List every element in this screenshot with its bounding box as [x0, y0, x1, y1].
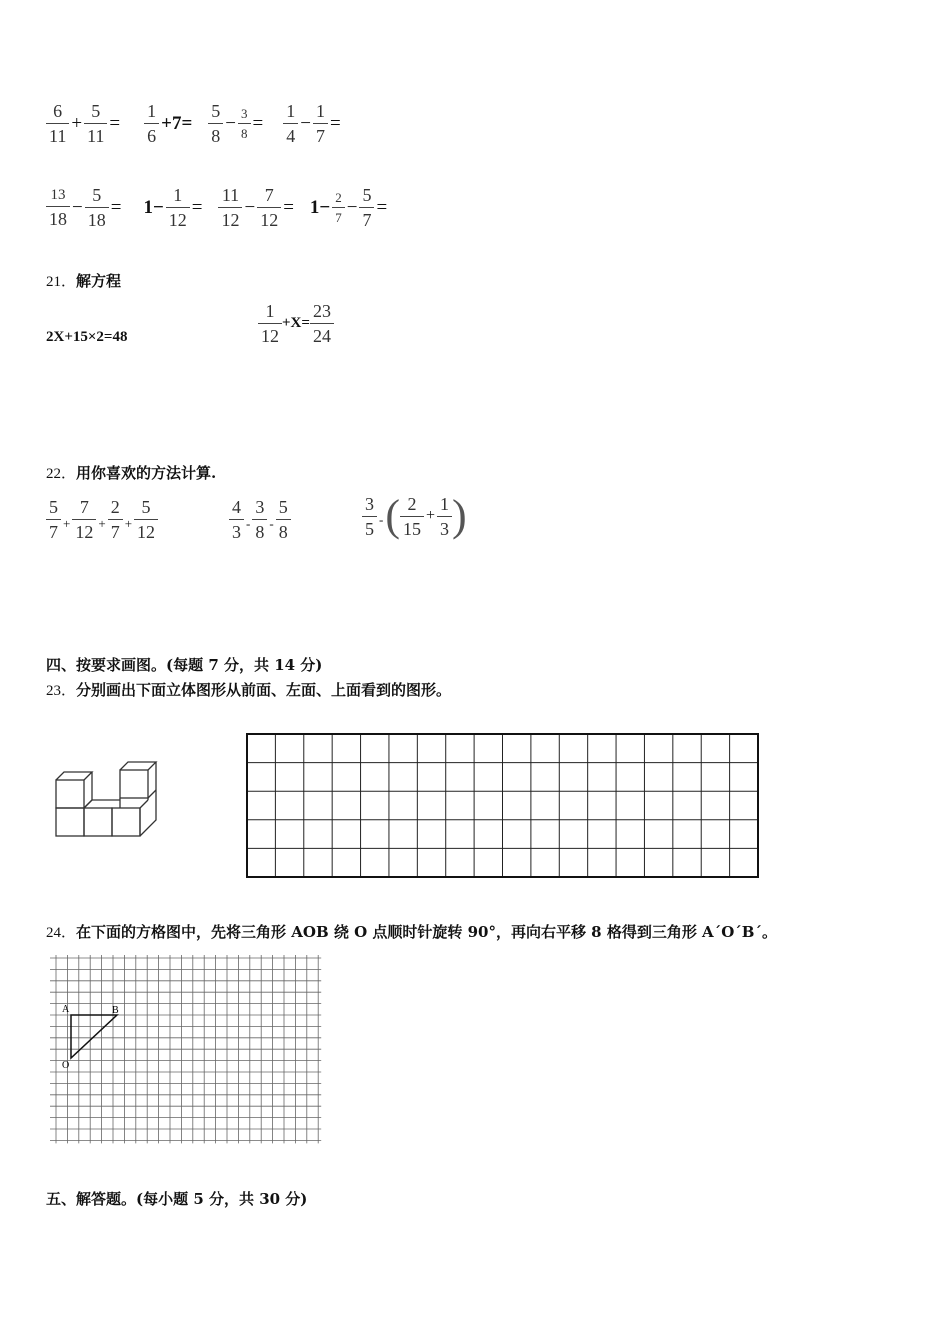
fraction: $\frac{3}{8}$	[238, 107, 251, 140]
triangle-aob	[71, 1015, 117, 1058]
cube-face	[56, 780, 84, 808]
equation-2	[258, 302, 334, 345]
equals: =	[191, 196, 203, 218]
operator: −	[72, 196, 83, 218]
drawing-grid	[246, 733, 760, 879]
operator: -	[246, 515, 251, 531]
operator: −	[300, 112, 311, 134]
question-21-heading: 21．解方程	[46, 272, 122, 290]
operator: +	[71, 112, 83, 134]
equals: =	[376, 196, 388, 218]
label-o: O	[62, 1060, 70, 1071]
fraction: $\frac{2}{7}$	[108, 498, 123, 541]
fraction: $\frac{1}{12}$	[166, 186, 190, 229]
question-22-heading: 22．用你喜欢的方法计算.	[46, 464, 217, 482]
fraction: $\frac{6}{11}$	[46, 102, 69, 145]
fraction: $\frac{13}{18}$	[46, 188, 70, 228]
operator: +	[426, 507, 436, 524]
fraction: $\frac{1}{4}$	[283, 102, 298, 145]
operator: 1−	[309, 196, 331, 218]
operator: +	[63, 515, 71, 531]
fraction: $\frac{23}{24}$	[310, 302, 334, 345]
cube-figure	[50, 758, 162, 842]
fraction: $\frac{7}{12}$	[72, 498, 96, 541]
question-24-heading: 24．在下面的方格图中，先将三角形 AOB 绕 O 点顺时针旋转 90°，再向右平移 8 格得到三角形 A´O´B´。	[46, 923, 777, 941]
operator: +	[98, 515, 106, 531]
calc-expression-3	[362, 491, 467, 540]
exercise-row-1	[46, 102, 343, 145]
right-paren: )	[452, 491, 467, 540]
fraction: $\frac{7}{12}$	[257, 186, 281, 229]
fraction: $\frac{1}{6}$	[144, 102, 159, 145]
question-23-heading: 23．分别画出下面立体图形从前面、左面、上面看到的图形。	[46, 681, 452, 699]
operator: +	[124, 515, 133, 531]
rotation-grid	[50, 955, 324, 1145]
fraction: $\frac{4}{3}$	[229, 498, 244, 541]
operator: −	[244, 196, 256, 218]
section-5-heading: 五、解答题。(每小题 5 分，共 30 分)	[46, 1190, 308, 1208]
operator: −	[225, 112, 236, 134]
operator: −	[346, 196, 358, 218]
label-b: B	[112, 1005, 119, 1016]
fraction: $\frac{1}{3}$	[437, 495, 452, 538]
fraction: $\frac{2}{15}$	[400, 495, 424, 538]
equals: =	[109, 112, 121, 134]
fraction: $\frac{5}{7}$	[46, 498, 61, 541]
cube-face	[120, 770, 148, 798]
cube-face	[84, 808, 112, 836]
equals: =	[329, 112, 341, 134]
equals: =	[110, 196, 122, 218]
label-a: A	[62, 1004, 70, 1015]
fraction: $\frac{5}{18}$	[85, 186, 109, 229]
equation-1: 2X+15×2=48	[46, 329, 128, 345]
calc-expression-1	[46, 498, 158, 541]
fraction: $\frac{3}{5}$	[362, 495, 377, 538]
section-4-heading: 四、按要求画图。(每题 7 分，共 14 分)	[46, 656, 323, 674]
fraction: $\frac{5}{7}$	[359, 186, 374, 229]
fraction: $\frac{1}{12}$	[258, 302, 282, 345]
operator: -	[269, 515, 274, 531]
fraction: $\frac{5}{11}$	[84, 102, 107, 145]
equation-middle: +X=	[282, 315, 310, 331]
left-paren: (	[385, 491, 400, 540]
exercise-row-2	[46, 186, 389, 229]
operator: +7=	[161, 112, 193, 134]
fraction: $\frac{2}{7}$	[332, 191, 345, 224]
calc-expression-2	[229, 498, 291, 541]
fraction: $\frac{5}{8}$	[208, 102, 223, 145]
equals: =	[283, 196, 294, 218]
equals: =	[252, 112, 264, 134]
fraction: $\frac{1}{7}$	[313, 102, 328, 145]
cube-face	[112, 808, 140, 836]
operator: 1−	[143, 196, 164, 218]
fraction: $\frac{11}{12}$	[218, 186, 242, 229]
fraction: $\frac{5}{8}$	[276, 498, 291, 541]
fraction: $\frac{5}{12}$	[134, 498, 158, 541]
fraction: $\frac{3}{8}$	[252, 498, 267, 541]
cube-face	[56, 808, 84, 836]
operator: -	[379, 512, 384, 527]
